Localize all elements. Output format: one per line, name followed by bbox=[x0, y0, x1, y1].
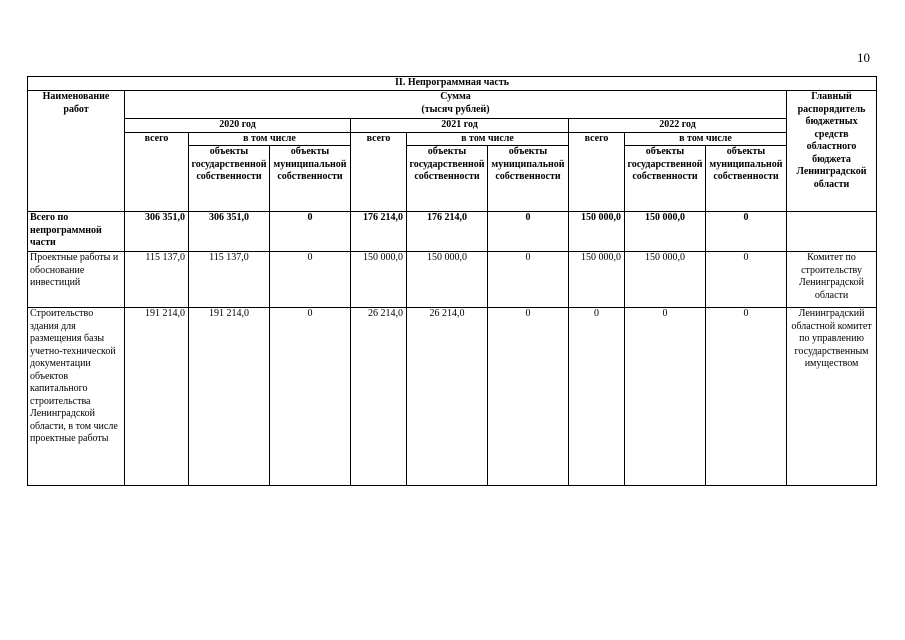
row-name: Проектные работы и обоснование инвестиций bbox=[28, 252, 125, 308]
year-2022: 2022 год bbox=[569, 119, 787, 133]
cell-2021-total: 150 000,0 bbox=[351, 252, 407, 308]
cell-2022-state: 150 000,0 bbox=[625, 252, 706, 308]
cell-2021-total: 26 214,0 bbox=[351, 308, 407, 486]
year-2020: 2020 год bbox=[125, 119, 351, 133]
cell-manager: Комитет по строительству Ленинградской области bbox=[787, 252, 877, 308]
including-2021: в том числе bbox=[407, 132, 569, 146]
cell-2021-mun: 0 bbox=[488, 252, 569, 308]
cell-2020-mun: 0 bbox=[270, 308, 351, 486]
page-number: 10 bbox=[857, 50, 870, 65]
row-name: Всего по непрограммной части bbox=[28, 212, 125, 252]
cell-manager: Ленинградский областной комитет по управлению государственным имуществом bbox=[787, 308, 877, 486]
cell-2022-mun: 0 bbox=[706, 212, 787, 252]
cell-2022-total: 0 bbox=[569, 308, 625, 486]
budget-table bbox=[27, 76, 877, 486]
state-2020: объекты государственной собственности bbox=[189, 146, 270, 212]
cell-2022-mun: 0 bbox=[706, 252, 787, 308]
cell-2020-mun: 0 bbox=[270, 212, 351, 252]
total-2020: всего bbox=[125, 132, 189, 212]
cell-2022-total: 150 000,0 bbox=[569, 212, 625, 252]
cell-2022-mun: 0 bbox=[706, 308, 787, 486]
header-sum bbox=[125, 91, 787, 119]
header-manager-col: Главный распорядитель бюджетных средств областного бюджета Ленинградской области bbox=[787, 91, 877, 212]
cell-2021-mun: 0 bbox=[488, 308, 569, 486]
cell-2020-total: 191 214,0 bbox=[125, 308, 189, 486]
header-sum-title: Сумма bbox=[440, 91, 471, 102]
header-row-sub bbox=[28, 132, 877, 146]
table-row bbox=[28, 308, 877, 486]
header-row-years bbox=[28, 119, 877, 133]
cell-2021-total: 176 214,0 bbox=[351, 212, 407, 252]
table-row bbox=[28, 252, 877, 308]
mun-2020: объекты муниципальной собственности bbox=[270, 146, 351, 212]
cell-2022-state: 150 000,0 bbox=[625, 212, 706, 252]
header-sum-units: (тысяч рублей) bbox=[421, 103, 490, 115]
cell-manager bbox=[787, 212, 877, 252]
budget-table-wrapper bbox=[27, 76, 877, 486]
cell-2020-state: 191 214,0 bbox=[189, 308, 270, 486]
table-row bbox=[28, 212, 877, 252]
state-2021: объекты государственной собственности bbox=[407, 146, 488, 212]
cell-2020-state: 306 351,0 bbox=[189, 212, 270, 252]
cell-2021-state: 150 000,0 bbox=[407, 252, 488, 308]
state-2022: объекты государственной собственности bbox=[625, 146, 706, 212]
cell-2022-total: 150 000,0 bbox=[569, 252, 625, 308]
mun-2021: объекты муниципальной собственности bbox=[488, 146, 569, 212]
cell-2021-state: 26 214,0 bbox=[407, 308, 488, 486]
header-row-1 bbox=[28, 91, 877, 119]
section-title-row bbox=[28, 77, 877, 91]
section-title: II. Непрограммная часть bbox=[28, 77, 877, 91]
year-2021: 2021 год bbox=[351, 119, 569, 133]
cell-2022-state: 0 bbox=[625, 308, 706, 486]
cell-2020-total: 115 137,0 bbox=[125, 252, 189, 308]
mun-2022: объекты муниципальной собственности bbox=[706, 146, 787, 212]
header-name-col: Наименование работ bbox=[28, 91, 125, 212]
cell-2021-mun: 0 bbox=[488, 212, 569, 252]
row-name: Строительство здания для размещения базы учетно-технической документации объектов капитального строительства Ленинградской области, в том числе проектные работы bbox=[28, 308, 125, 486]
cell-2020-state: 115 137,0 bbox=[189, 252, 270, 308]
cell-2021-state: 176 214,0 bbox=[407, 212, 488, 252]
cell-2020-total: 306 351,0 bbox=[125, 212, 189, 252]
cell-2020-mun: 0 bbox=[270, 252, 351, 308]
total-2021: всего bbox=[351, 132, 407, 212]
including-2020: в том числе bbox=[189, 132, 351, 146]
total-2022: всего bbox=[569, 132, 625, 212]
including-2022: в том числе bbox=[625, 132, 787, 146]
